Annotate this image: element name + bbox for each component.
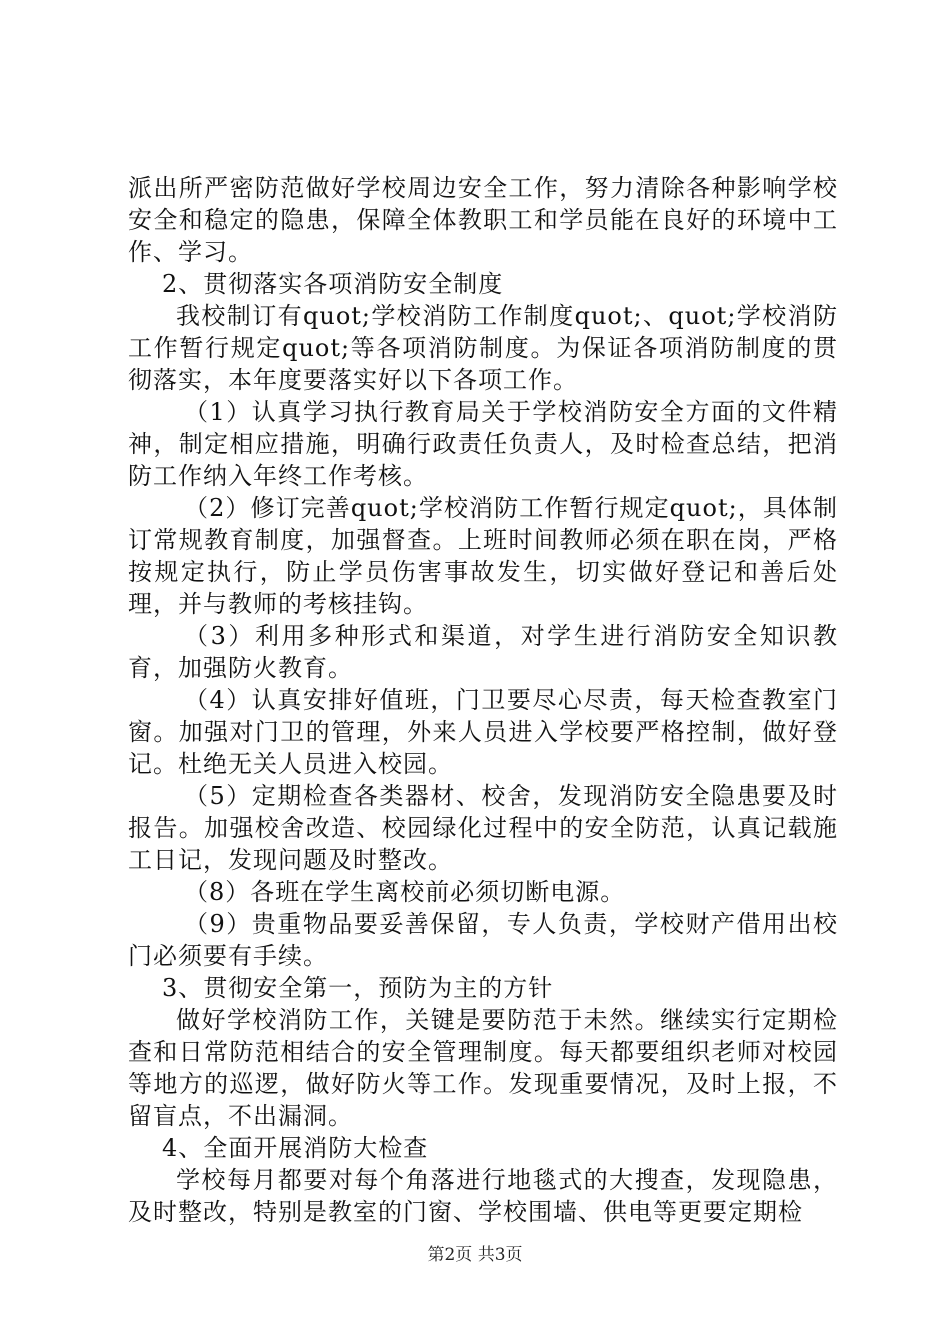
list-item-1: （1）认真学习执行教育局关于学校消防安全方面的文件精神，制定相应措施，明确行政责任负责人，及时检查总结，把消防工作纳入年终工作考核。 xyxy=(128,398,838,490)
list-item-9: （9）贵重物品要妥善保留，专人负责，学校财产借用出校门必须要有手续。 xyxy=(128,910,838,970)
section-heading-3: 3、贯彻安全第一，预防为主的方针 xyxy=(162,974,554,1002)
section-heading-2: 2、贯彻落实各项消防安全制度 xyxy=(162,270,504,298)
document-body xyxy=(128,172,838,1228)
list-item-5: （5）定期检查各类器材、校舍，发现消防安全隐患要及时报告。加强校舍改造、校园绿化过程中的安全防范，认真记载施工日记，发现问题及时整改。 xyxy=(128,782,838,874)
list-item-4: （4）认真安排好值班，门卫要尽心尽责，每天检查教室门窗。加强对门卫的管理，外来人员进入学校要严格控制，做好登记。杜绝无关人员进入校园。 xyxy=(128,686,838,778)
section-heading-4: 4、全面开展消防大检查 xyxy=(162,1134,429,1162)
paragraph-prevention: 做好学校消防工作，关键是要防范于未然。继续实行定期检查和日常防范相结合的安全管理制度。每天都要组织老师对校园等地方的巡逻，做好防火等工作。发现重要情况，及时上报，不留盲点，不出漏洞。 xyxy=(128,1006,838,1130)
list-item-2: （2）修订完善quot;学校消防工作暂行规定quot;，具体制订常规教育制度，加强督查。上班时间教师必须在职在岗，严格按规定执行，防止学员伤害事故发生，切实做好登记和善后处理，并与教师的考核挂钩。 xyxy=(128,494,838,618)
paragraph-inspection: 学校每月都要对每个角落进行地毯式的大搜查，发现隐患，及时整改，特别是教室的门窗、学校围墙、供电等更要定期检 xyxy=(128,1166,838,1226)
list-item-3: （3）利用多种形式和渠道，对学生进行消防安全知识教育，加强防火教育。 xyxy=(128,622,838,682)
list-item-8: （8）各班在学生离校前必须切断电源。 xyxy=(184,878,626,906)
page-number-footer: 第2页 共3页 xyxy=(427,1245,523,1265)
paragraph-continuation: 派出所严密防范做好学校周边安全工作，努力清除各种影响学校安全和稳定的隐患，保障全体教职工和学员能在良好的环境中工作、学习。 xyxy=(128,174,838,266)
paragraph-fire-rules: 我校制订有quot;学校消防工作制度quot;、quot;学校消防工作暂行规定quot;等各项消防制度。为保证各项消防制度的贯彻落实，本年度要落实好以下各项工作。 xyxy=(128,302,838,394)
